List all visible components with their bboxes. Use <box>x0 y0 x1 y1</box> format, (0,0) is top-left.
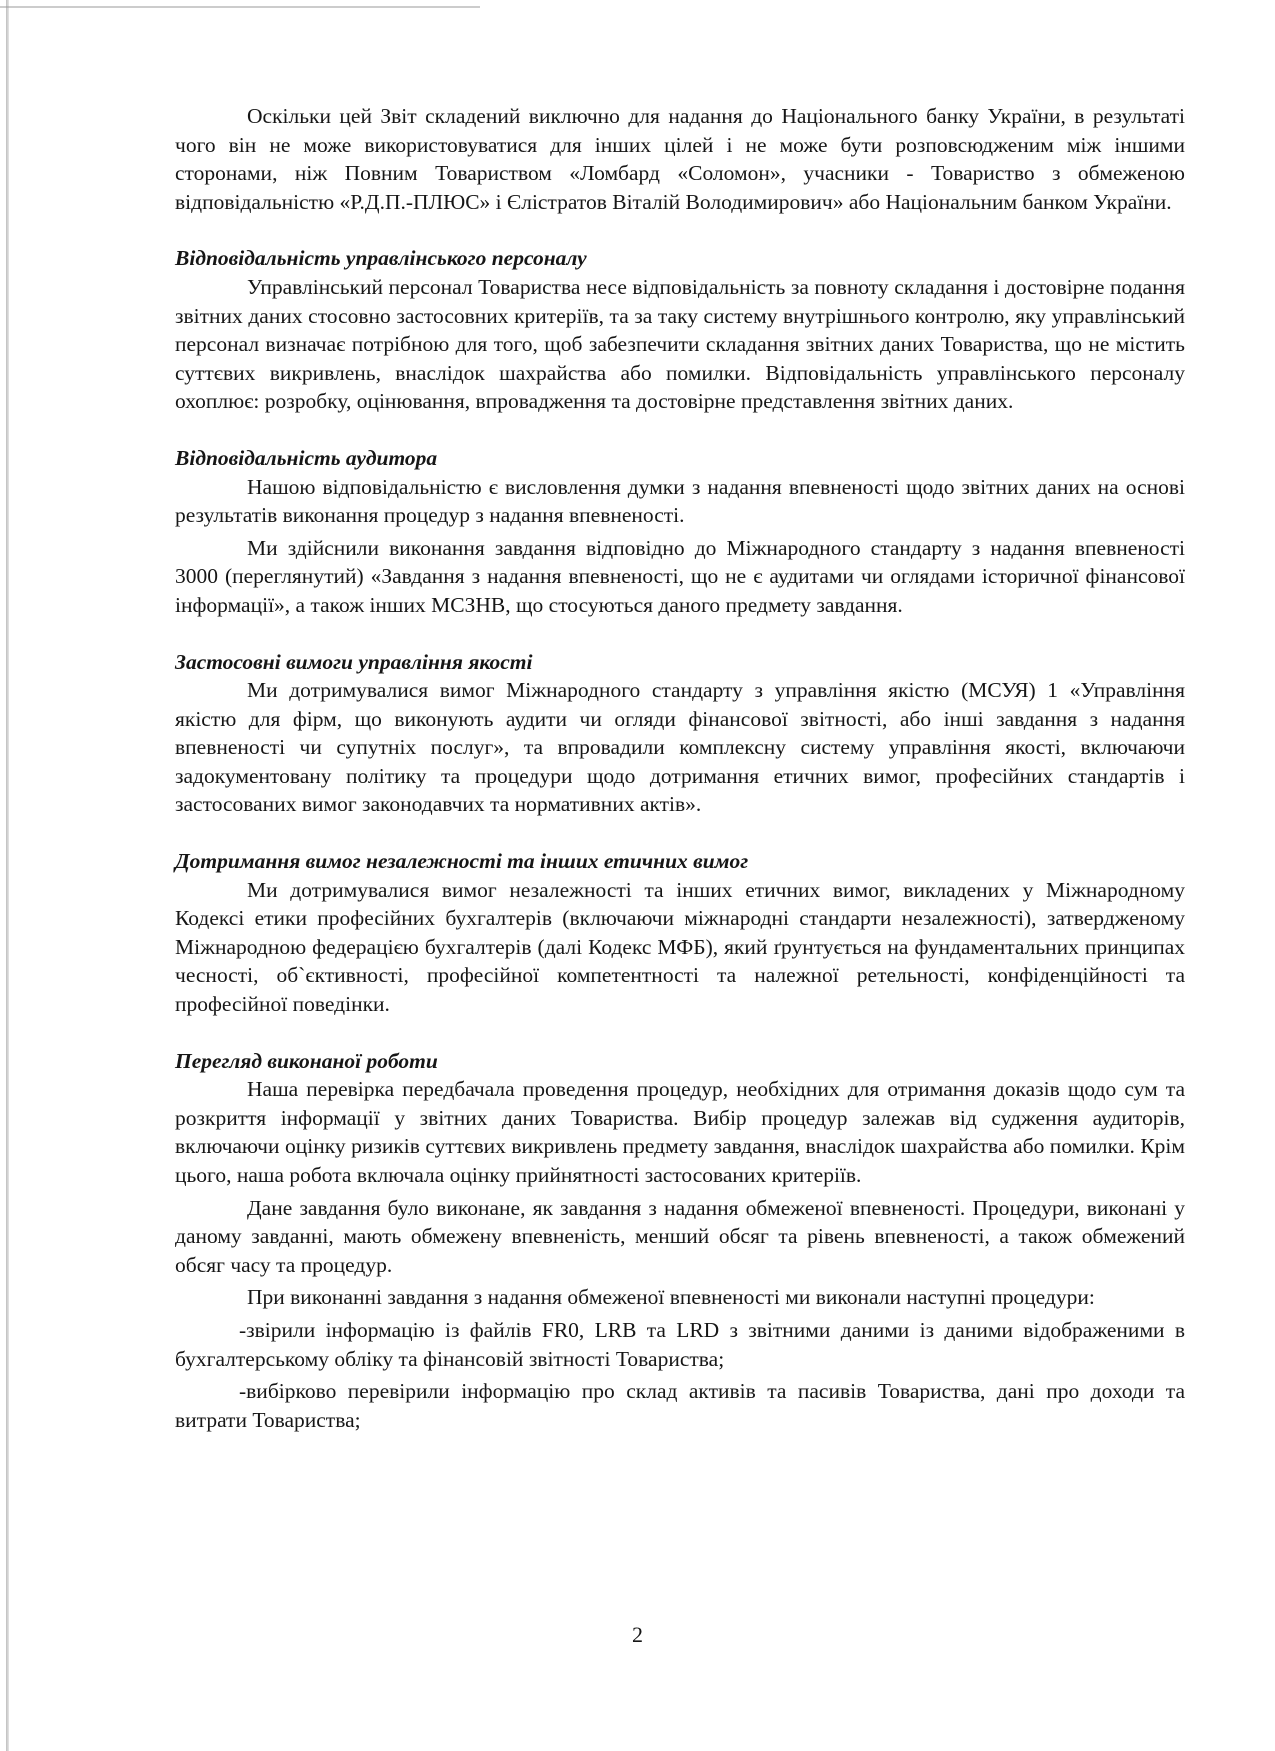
scan-edge-left <box>6 0 9 1751</box>
document-page <box>175 102 1185 1434</box>
section-work-review <box>175 1047 1185 1435</box>
section-paragraph: Управлінський персонал Товариства несе відповідальність за повноту складання і достовірне подання звітних даних стосовно застосовних критеріїв, та за таку систему внутрішнього контролю, яку управлінський персонал визначає потрібною для того, щоб забезпечити складання звітних даних Товариства, що не містить суттєвих викривлень, внаслідок шахрайства або помилки. Відповідальність управлінського персоналу охоплює: розробку, оцінювання, впровадження та достовірне представлення звітних даних. <box>175 274 1185 414</box>
page-number: 2 <box>632 1622 643 1647</box>
section-quality-management <box>175 648 1185 820</box>
section-heading: Відповідальність управлінського персоналу <box>175 246 587 271</box>
section-paragraph: Нашою відповідальністю є висловлення думки з надання впевненості щодо звітних даних на основі результатів виконання процедур з надання впевненості. <box>175 474 1185 528</box>
procedure-list-item: -вибірково перевірили інформацію про склад активів та пасивів Товариства, дані про доходи та витрати Товариства; <box>175 1379 1185 1432</box>
section-heading: Перегляд виконаної роботи <box>175 1048 438 1073</box>
section-paragraph: Дане завдання було виконане, як завдання з надання обмеженої впевненості. Процедури, виконані у даному завданні, мають обмежену впевненість, менший обсяг та рівень впевненості, а також обмежений обсяг часу та процедур. <box>175 1195 1185 1277</box>
section-auditor-responsibility <box>175 444 1185 620</box>
section-management-responsibility <box>175 244 1185 416</box>
section-paragraph: При виконанні завдання з надання обмеженої впевненості ми виконали наступні процедури: <box>247 1285 1095 1310</box>
section-paragraph: Ми дотримувалися вимог незалежності та інших етичних вимог, викладених у Міжнародному Кодексі етики професійних бухгалтерів (включаючи міжнародні стандарти незалежності), затвердженому Міжнародною федерацією бухгалтерів (далі Кодекс МФБ), який ґрунтується на фундаментальних принципах чесності, об`єктивності, професійної компетентності та належної ретельності, конфіденційності та професійної поведінки. <box>175 877 1185 1017</box>
section-heading: Дотримання вимог незалежності та інших етичних вимог <box>175 849 749 874</box>
procedure-list-item: -звірили інформацію із файлів FR0, LRB та LRD з звітними даними із даними відображеними в бухгалтерському обліку та фінансовій звітності Товариства; <box>175 1317 1185 1371</box>
intro-paragraph: Оскільки цей Звіт складений виключно для надання до Національного банку України, в результаті чого він не може використовуватися для інших цілей і не може бути розповсюдженим між іншими сторонами, ніж Повним Товариством «Ломбард «Соломон», учасники - Товариство з обмеженою відповідальністю «Р.Д.П.-ПЛЮС» і Єлістратов Віталій Володимирович» або Національним банком України. <box>175 104 1185 214</box>
section-heading: Відповідальність аудитора <box>175 445 438 470</box>
section-paragraph: Наша перевірка передбачала проведення процедур, необхідних для отримання доказів щодо сум та розкриття інформації у звітних даних Товариства. Вибір процедур залежав від судження аудиторів, включаючи оцінку ризиків суттєвих викривлень предмету завдання, внаслідок шахрайства або помилки. Крім цього, наша робота включала оцінку прийнятності застосованих критеріїв. <box>175 1077 1185 1187</box>
scan-edge-top <box>0 6 480 8</box>
section-paragraph: Ми здійснили виконання завдання відповідно до Міжнародного стандарту з надання впевненості 3000 (переглянутий) «Завдання з надання впевненості, що не є аудитами чи оглядами історичної фінансової інформації», а також інших МСЗНВ, що стосуються даного предмету завдання. <box>175 535 1185 617</box>
section-independence-ethics <box>175 847 1185 1019</box>
section-heading: Застосовні вимоги управління якості <box>175 649 533 674</box>
section-paragraph: Ми дотримувалися вимог Міжнародного стандарту з управління якістю (МСУЯ) 1 «Управління якістю для фірм, що виконують аудити чи огляди фінансової звітності, або інші завдання з надання впевненості чи супутніх послуг», та впровадили комплексну систему управління якості, включаючи задокументовану політику та процедури щодо дотримання етичних вимог, професійних стандартів і застосованих вимог законодавчих та нормативних актів». <box>175 678 1185 817</box>
